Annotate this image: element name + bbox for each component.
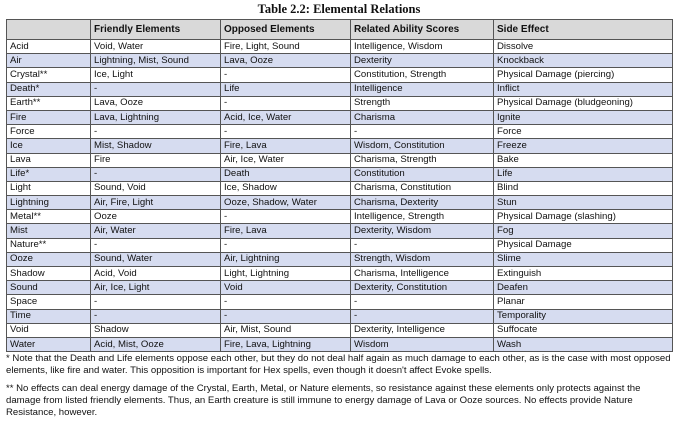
table-row xyxy=(7,40,673,54)
element-name-cell: Void xyxy=(7,323,91,337)
table-cell: Physical Damage xyxy=(494,238,673,252)
element-name-cell: Nature** xyxy=(7,238,91,252)
table-cell: Intelligence, Wisdom xyxy=(351,40,494,54)
table-cell: Fire, Lava, Lightning xyxy=(221,337,351,351)
table-cell: Life xyxy=(494,167,673,181)
table-cell: Temporality xyxy=(494,309,673,323)
table-row xyxy=(7,210,673,224)
table-cell: - xyxy=(91,167,221,181)
element-name-cell: Metal** xyxy=(7,210,91,224)
table-row xyxy=(7,196,673,210)
table-cell: - xyxy=(351,295,494,309)
table-cell: - xyxy=(351,125,494,139)
table-cell: Deafen xyxy=(494,281,673,295)
table-cell: Fog xyxy=(494,224,673,238)
table-cell: Acid, Mist, Ooze xyxy=(91,337,221,351)
table-cell: Charisma, Dexterity xyxy=(351,196,494,210)
table-row xyxy=(7,181,673,195)
table-cell: Force xyxy=(494,125,673,139)
footnote: ** No effects can deal energy damage of the Crystal, Earth, Metal, or Nature elements, so resistance against these elements only protects against the damage from listed friendly elements. Thus, an Earth creature is still immune to energy damage of Lava or Ooze sources. No effects provide Nature Resistance, however. xyxy=(6,382,641,418)
table-row xyxy=(7,238,673,252)
footnote: * Note that the Death and Life elements oppose each other, but they do not deal half again as much damage to each other, as is the case with most opposed elements, like fire and water. This opposition is important for Hex spells, even though it doesn't affect Evoke spells. xyxy=(6,353,671,377)
element-name-cell: Space xyxy=(7,295,91,309)
table-cell: Wisdom xyxy=(351,337,494,351)
table-cell: - xyxy=(221,309,351,323)
table-cell: Life xyxy=(221,82,351,96)
table-cell: Physical Damage (slashing) xyxy=(494,210,673,224)
element-name-cell: Earth** xyxy=(7,96,91,110)
column-header: Related Ability Scores xyxy=(351,20,494,40)
table-cell: Void, Water xyxy=(91,40,221,54)
element-name-cell: Crystal** xyxy=(7,68,91,82)
table-cell: Charisma, Intelligence xyxy=(351,267,494,281)
table-row xyxy=(7,323,673,337)
table-cell: Strength xyxy=(351,96,494,110)
table-row xyxy=(7,54,673,68)
element-name-cell: Light xyxy=(7,181,91,195)
table-cell: Inflict xyxy=(494,82,673,96)
table-cell: Constitution, Strength xyxy=(351,68,494,82)
table-cell: Bake xyxy=(494,153,673,167)
table-row xyxy=(7,281,673,295)
table-row xyxy=(7,153,673,167)
table-row xyxy=(7,295,673,309)
element-name-cell: Sound xyxy=(7,281,91,295)
table-cell: Air, Lightning xyxy=(221,252,351,266)
table-row xyxy=(7,337,673,351)
element-name-cell: Air xyxy=(7,54,91,68)
footnotes xyxy=(6,353,672,419)
table-cell: Physical Damage (bludgeoning) xyxy=(494,96,673,110)
column-header xyxy=(7,20,91,40)
table-header xyxy=(7,20,673,40)
element-name-cell: Ooze xyxy=(7,252,91,266)
table-cell: Ooze, Shadow, Water xyxy=(221,196,351,210)
table-cell: - xyxy=(221,238,351,252)
table-cell: Strength, Wisdom xyxy=(351,252,494,266)
element-name-cell: Lava xyxy=(7,153,91,167)
table-cell: Air, Ice, Light xyxy=(91,281,221,295)
element-name-cell: Lightning xyxy=(7,196,91,210)
element-name-cell: Acid xyxy=(7,40,91,54)
table-cell: Lava, Ooze xyxy=(91,96,221,110)
table-cell: Wisdom, Constitution xyxy=(351,139,494,153)
table-cell: Ice, Shadow xyxy=(221,181,351,195)
table-cell: Acid, Void xyxy=(91,267,221,281)
table-cell: Lava, Lightning xyxy=(91,110,221,124)
table-cell: Ignite xyxy=(494,110,673,124)
table-row xyxy=(7,252,673,266)
table-cell: Lightning, Mist, Sound xyxy=(91,54,221,68)
table-row xyxy=(7,309,673,323)
element-name-cell: Time xyxy=(7,309,91,323)
table-cell: Dexterity, Constitution xyxy=(351,281,494,295)
table-cell: Sound, Void xyxy=(91,181,221,195)
elemental-relations-table xyxy=(6,19,673,352)
table-cell: Dexterity, Wisdom xyxy=(351,224,494,238)
table-cell: - xyxy=(91,238,221,252)
table-title: Table 2.2: Elemental Relations xyxy=(257,2,421,16)
table-cell: Stun xyxy=(494,196,673,210)
table-cell: Air, Fire, Light xyxy=(91,196,221,210)
table-cell: Wash xyxy=(494,337,673,351)
table-row xyxy=(7,267,673,281)
table-cell: Fire, Lava xyxy=(221,139,351,153)
table-cell: Intelligence, Strength xyxy=(351,210,494,224)
table-cell: Slime xyxy=(494,252,673,266)
table-cell: Suffocate xyxy=(494,323,673,337)
element-name-cell: Life* xyxy=(7,167,91,181)
element-name-cell: Mist xyxy=(7,224,91,238)
page xyxy=(6,0,672,424)
table-row xyxy=(7,110,673,124)
table-cell: - xyxy=(221,68,351,82)
table-cell: Planar xyxy=(494,295,673,309)
table-cell: - xyxy=(91,125,221,139)
table-row xyxy=(7,139,673,153)
table-cell: - xyxy=(221,210,351,224)
column-header: Opposed Elements xyxy=(221,20,351,40)
table-cell: Ooze xyxy=(91,210,221,224)
table-cell: Constitution xyxy=(351,167,494,181)
table-cell: Charisma, Strength xyxy=(351,153,494,167)
table-body xyxy=(7,40,673,352)
element-name-cell: Death* xyxy=(7,82,91,96)
table-cell: - xyxy=(91,309,221,323)
table-cell: - xyxy=(221,125,351,139)
table-cell: Ice, Light xyxy=(91,68,221,82)
element-name-cell: Water xyxy=(7,337,91,351)
element-name-cell: Fire xyxy=(7,110,91,124)
table-cell: Air, Ice, Water xyxy=(221,153,351,167)
table-cell: Dexterity, Intelligence xyxy=(351,323,494,337)
column-header: Side Effect xyxy=(494,20,673,40)
table-cell: Freeze xyxy=(494,139,673,153)
table-cell: Sound, Water xyxy=(91,252,221,266)
table-cell: Air, Mist, Sound xyxy=(221,323,351,337)
table-cell: Fire, Light, Sound xyxy=(221,40,351,54)
table-row xyxy=(7,68,673,82)
table-row xyxy=(7,82,673,96)
table-cell: Lava, Ooze xyxy=(221,54,351,68)
table-cell: Extinguish xyxy=(494,267,673,281)
table-cell: Physical Damage (piercing) xyxy=(494,68,673,82)
table-cell: Light, Lightning xyxy=(221,267,351,281)
element-name-cell: Force xyxy=(7,125,91,139)
table-cell: Shadow xyxy=(91,323,221,337)
table-cell: Dissolve xyxy=(494,40,673,54)
table-cell: Fire xyxy=(91,153,221,167)
table-cell: Acid, Ice, Water xyxy=(221,110,351,124)
table-row xyxy=(7,125,673,139)
table-row xyxy=(7,224,673,238)
table-row xyxy=(7,96,673,110)
table-cell: Charisma, Constitution xyxy=(351,181,494,195)
table-cell: Dexterity xyxy=(351,54,494,68)
table-cell: Knockback xyxy=(494,54,673,68)
table-cell: - xyxy=(351,309,494,323)
table-cell: Fire, Lava xyxy=(221,224,351,238)
table-cell: - xyxy=(351,238,494,252)
table-row xyxy=(7,167,673,181)
table-cell: - xyxy=(221,96,351,110)
table-cell: Blind xyxy=(494,181,673,195)
table-cell: Intelligence xyxy=(351,82,494,96)
table-cell: - xyxy=(91,82,221,96)
table-cell: Void xyxy=(221,281,351,295)
table-cell: Charisma xyxy=(351,110,494,124)
element-name-cell: Ice xyxy=(7,139,91,153)
table-cell: Death xyxy=(221,167,351,181)
table-cell: - xyxy=(91,295,221,309)
element-name-cell: Shadow xyxy=(7,267,91,281)
header-row xyxy=(7,20,673,40)
table-cell: Air, Water xyxy=(91,224,221,238)
table-cell: - xyxy=(221,295,351,309)
column-header: Friendly Elements xyxy=(91,20,221,40)
table-cell: Mist, Shadow xyxy=(91,139,221,153)
